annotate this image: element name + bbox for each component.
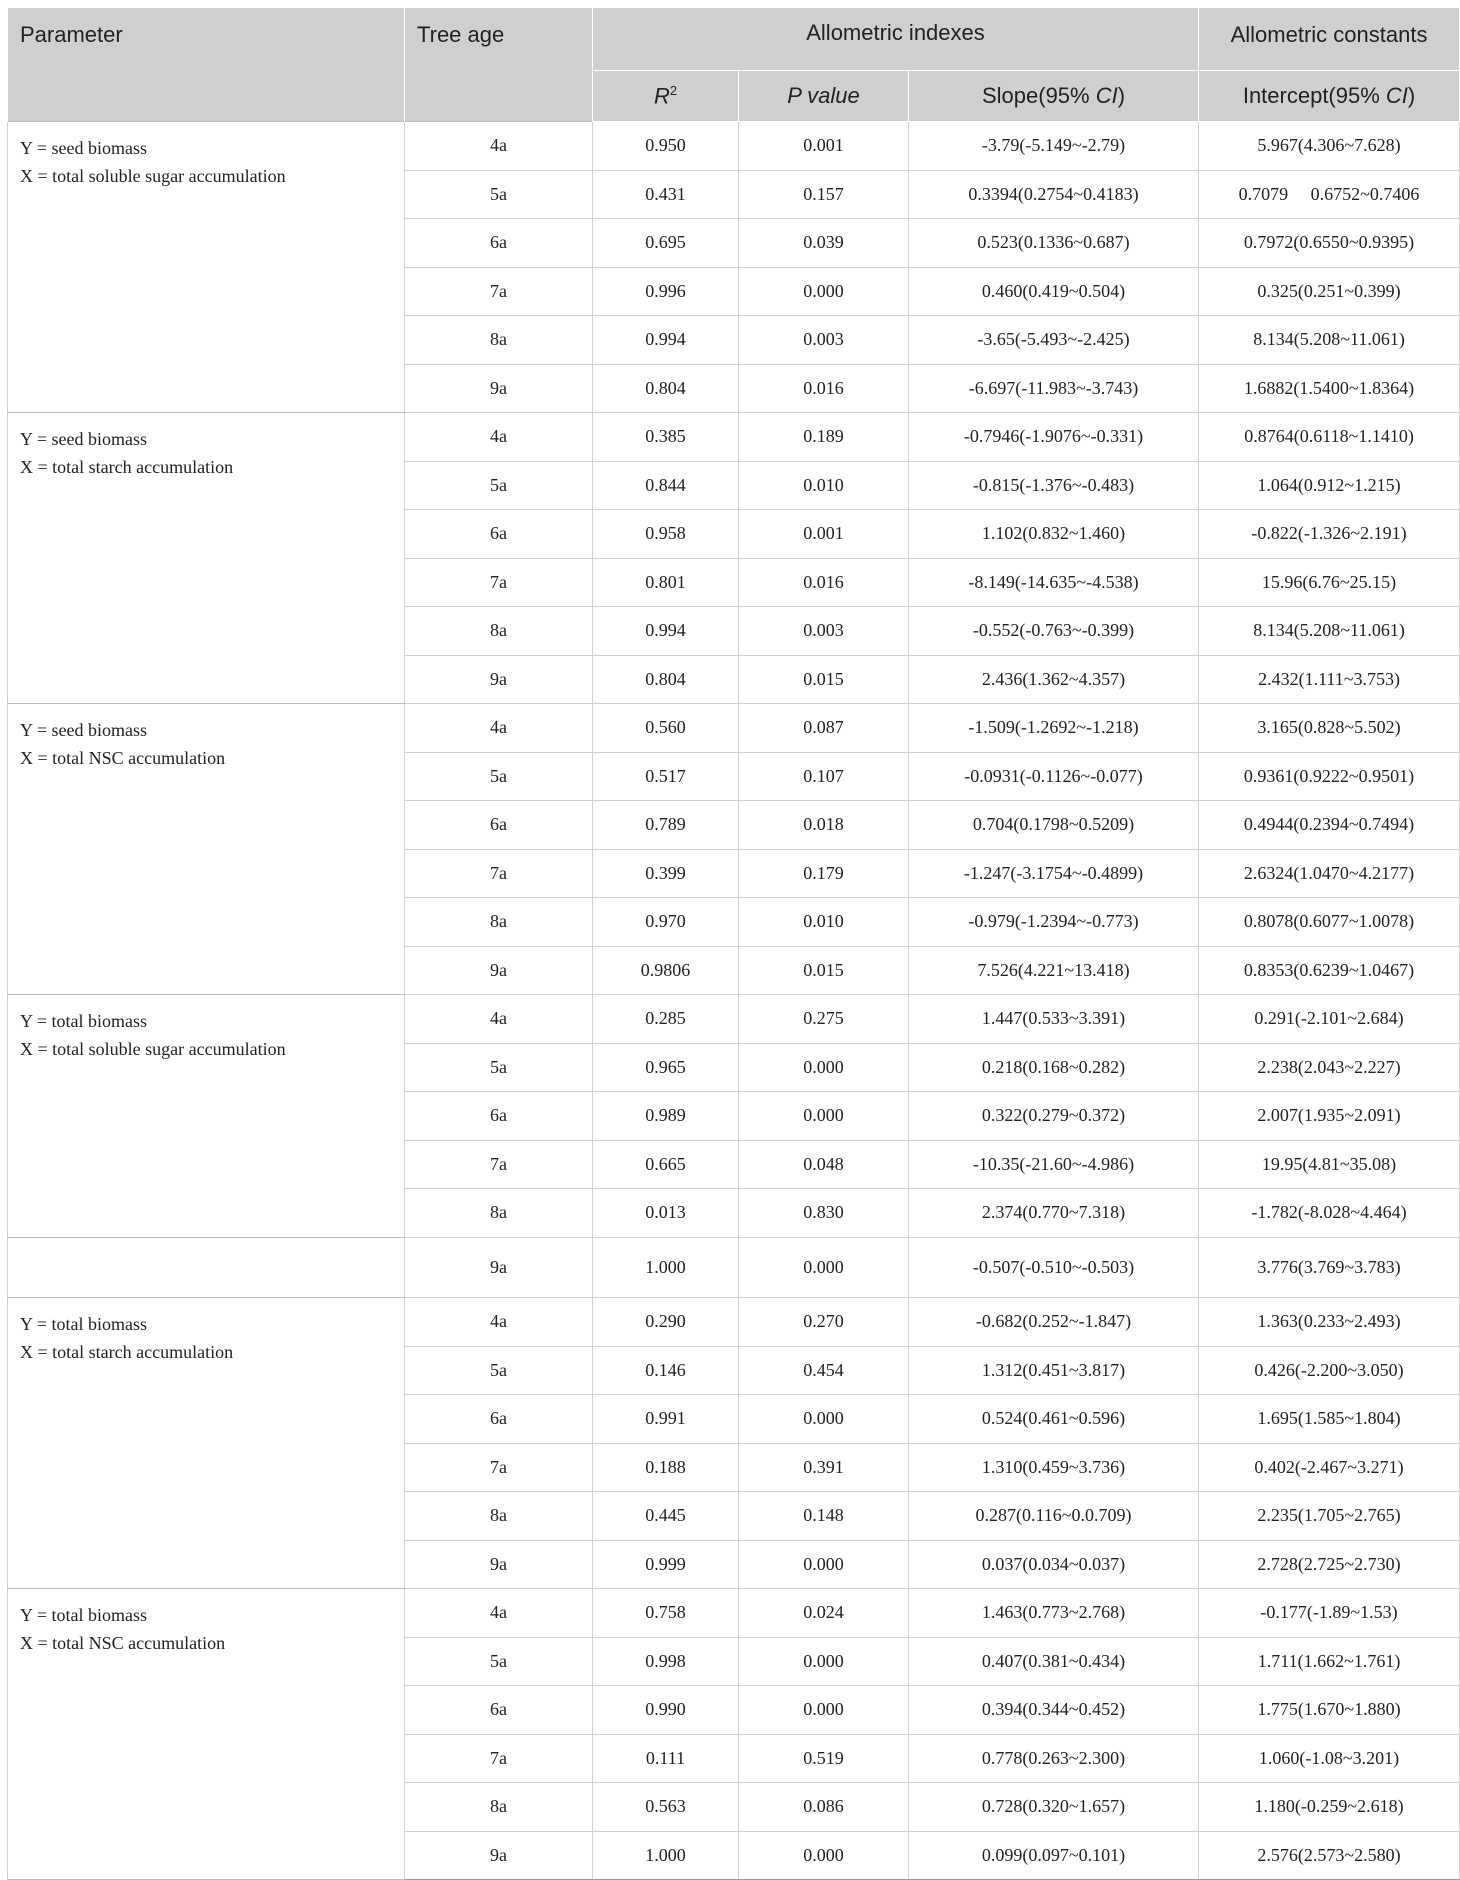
intercept-cell: 8.134(5.208~11.061) (1199, 316, 1460, 365)
parameter-cell (8, 995, 405, 1238)
p-value-cell: 0.016 (739, 364, 909, 413)
header-tree-age: Tree age (405, 8, 593, 122)
tree-age-cell: 5a (405, 752, 593, 801)
intercept-cell: 0.8764(0.6118~1.1410) (1199, 413, 1460, 462)
parameter-y: Y = seed biomass (20, 429, 147, 449)
intercept-cell: 1.6882(1.5400~1.8364) (1199, 364, 1460, 413)
table-row (8, 413, 1460, 462)
slope-cell: -0.0931(-0.1126~-0.077) (909, 752, 1199, 801)
parameter-x: X = total starch accumulation (20, 457, 234, 477)
r2-cell: 0.789 (593, 801, 739, 850)
r2-cell: 0.990 (593, 1686, 739, 1735)
slope-cell: -1.509(-1.2692~-1.218) (909, 704, 1199, 753)
slope-cell: 0.524(0.461~0.596) (909, 1395, 1199, 1444)
intercept-cell: 0.4944(0.2394~0.7494) (1199, 801, 1460, 850)
tree-age-cell: 4a (405, 1298, 593, 1347)
slope-cell: -10.35(-21.60~-4.986) (909, 1140, 1199, 1189)
slope-cell: 7.526(4.221~13.418) (909, 946, 1199, 995)
p-value-cell: 0.000 (739, 1395, 909, 1444)
tree-age-cell: 6a (405, 510, 593, 559)
p-value-cell: 0.024 (739, 1589, 909, 1638)
slope-cell: 1.463(0.773~2.768) (909, 1589, 1199, 1638)
intercept-cell: 1.363(0.233~2.493) (1199, 1298, 1460, 1347)
p-value-cell: 0.148 (739, 1492, 909, 1541)
intercept-cell: 8.134(5.208~11.061) (1199, 607, 1460, 656)
tree-age-cell: 9a (405, 1831, 593, 1880)
intercept-cell: 3.165(0.828~5.502) (1199, 704, 1460, 753)
tree-age-cell: 4a (405, 1589, 593, 1638)
p-value-cell: 0.087 (739, 704, 909, 753)
parameter-x: X = total soluble sugar accumulation (20, 1039, 286, 1059)
tree-age-cell: 7a (405, 267, 593, 316)
r2-cell: 0.996 (593, 267, 739, 316)
slope-cell: -1.247(-3.1754~-0.4899) (909, 849, 1199, 898)
intercept-cell: 2.007(1.935~2.091) (1199, 1092, 1460, 1141)
tree-age-cell: 4a (405, 413, 593, 462)
intercept-cell: 0.8078(0.6077~1.0078) (1199, 898, 1460, 947)
parameter-y: Y = total biomass (20, 1314, 147, 1334)
slope-cell: -0.682(0.252~-1.847) (909, 1298, 1199, 1347)
p-value-cell: 0.039 (739, 219, 909, 268)
p-value-cell: 0.018 (739, 801, 909, 850)
p-value-cell: 0.001 (739, 510, 909, 559)
r2-cell: 0.801 (593, 558, 739, 607)
tree-age-cell: 9a (405, 1237, 593, 1298)
slope-cell: 1.102(0.832~1.460) (909, 510, 1199, 559)
slope-cell: 0.099(0.097~0.101) (909, 1831, 1199, 1880)
tree-age-cell: 8a (405, 1189, 593, 1238)
intercept-cell: 2.576(2.573~2.580) (1199, 1831, 1460, 1880)
table-row (8, 122, 1460, 171)
tree-age-cell: 7a (405, 1734, 593, 1783)
tree-age-cell: 8a (405, 1492, 593, 1541)
slope-cell: -3.65(-5.493~-2.425) (909, 316, 1199, 365)
tree-age-cell: 6a (405, 801, 593, 850)
r2-cell: 0.665 (593, 1140, 739, 1189)
r2-cell: 0.146 (593, 1346, 739, 1395)
tree-age-cell: 5a (405, 1043, 593, 1092)
parameter-cell (8, 122, 405, 413)
tree-age-cell: 7a (405, 558, 593, 607)
intercept-cell: 0.8353(0.6239~1.0467) (1199, 946, 1460, 995)
tree-age-cell: 8a (405, 607, 593, 656)
r2-cell: 0.844 (593, 461, 739, 510)
r2-cell: 0.285 (593, 995, 739, 1044)
slope-cell: 0.037(0.034~0.037) (909, 1540, 1199, 1589)
slope-close: ) (1117, 83, 1126, 108)
r2-cell: 0.445 (593, 1492, 739, 1541)
tree-age-cell: 4a (405, 704, 593, 753)
p-value-cell: 0.010 (739, 898, 909, 947)
intercept-cell: 5.967(4.306~7.628) (1199, 122, 1460, 171)
r2-cell: 0.758 (593, 1589, 739, 1638)
r2-cell: 0.111 (593, 1734, 739, 1783)
parameter-cell (8, 413, 405, 704)
parameter-y: Y = total biomass (20, 1011, 147, 1031)
slope-cell: 0.704(0.1798~0.5209) (909, 801, 1199, 850)
tree-age-cell: 5a (405, 1637, 593, 1686)
intercept-cell: 15.96(6.76~25.15) (1199, 558, 1460, 607)
intercept-cell: 1.711(1.662~1.761) (1199, 1637, 1460, 1686)
allometric-table (7, 7, 1460, 1880)
intercept-cell: 2.235(1.705~2.765) (1199, 1492, 1460, 1541)
header-p-value (739, 71, 909, 122)
p-value-cell: 0.001 (739, 122, 909, 171)
tree-age-cell: 7a (405, 1140, 593, 1189)
parameter-cell (8, 1298, 405, 1589)
parameter-y: Y = seed biomass (20, 720, 147, 740)
parameter-cell (8, 704, 405, 995)
p-value-cell: 0.000 (739, 1092, 909, 1141)
slope-cell: 0.523(0.1336~0.687) (909, 219, 1199, 268)
intercept-cell: 3.776(3.769~3.783) (1199, 1237, 1460, 1298)
slope-cell: 0.287(0.116~0.0.709) (909, 1492, 1199, 1541)
p-value-cell: 0.157 (739, 170, 909, 219)
p-value-cell: 0.016 (739, 558, 909, 607)
r2-cell: 0.431 (593, 170, 739, 219)
r2-cell: 0.517 (593, 752, 739, 801)
table-row (8, 1237, 1460, 1298)
p-value-cell: 0.000 (739, 267, 909, 316)
slope-cell: -0.507(-0.510~-0.503) (909, 1237, 1199, 1298)
p-value-cell: 0.179 (739, 849, 909, 898)
r2-cell: 0.399 (593, 849, 739, 898)
r2-cell: 0.188 (593, 1443, 739, 1492)
r2-symbol: R (653, 83, 670, 109)
header-parameter: Parameter (8, 8, 405, 122)
tree-age-cell: 6a (405, 1395, 593, 1444)
slope-cell: 0.407(0.381~0.434) (909, 1637, 1199, 1686)
parameter-y: Y = total biomass (20, 1605, 147, 1625)
tree-age-cell: 8a (405, 898, 593, 947)
table-header (8, 8, 1460, 122)
tree-age-cell: 9a (405, 655, 593, 704)
table-row (8, 1589, 1460, 1638)
p-value-cell: 0.000 (739, 1540, 909, 1589)
intercept-cell: 1.064(0.912~1.215) (1199, 461, 1460, 510)
tree-age-cell: 6a (405, 1092, 593, 1141)
p-value-cell: 0.086 (739, 1783, 909, 1832)
slope-cell: 1.310(0.459~3.736) (909, 1443, 1199, 1492)
parameter-cell (8, 1237, 405, 1298)
tree-age-cell: 6a (405, 1686, 593, 1735)
parameter-x: X = total NSC accumulation (20, 748, 226, 768)
header-allometric-constants: Allometric constants (1199, 8, 1460, 71)
r2-cell: 0.989 (593, 1092, 739, 1141)
r2-cell: 0.695 (593, 219, 739, 268)
intercept-cell: 0.291(-2.101~2.684) (1199, 995, 1460, 1044)
intercept-cell: 0.325(0.251~0.399) (1199, 267, 1460, 316)
p-value-cell: 0.015 (739, 655, 909, 704)
slope-cell: 0.218(0.168~0.282) (909, 1043, 1199, 1092)
tree-age-cell: 7a (405, 849, 593, 898)
slope-cell: 1.312(0.451~3.817) (909, 1346, 1199, 1395)
p-value-cell: 0.454 (739, 1346, 909, 1395)
r2-cell: 0.385 (593, 413, 739, 462)
parameter-x: X = total starch accumulation (20, 1342, 234, 1362)
r2-cell: 1.000 (593, 1237, 739, 1298)
parameter-cell (8, 1589, 405, 1880)
intercept-cell: 0.9361(0.9222~0.9501) (1199, 752, 1460, 801)
slope-cell: -0.815(-1.376~-0.483) (909, 461, 1199, 510)
p-value-cell: 0.000 (739, 1637, 909, 1686)
p-value-cell: 0.003 (739, 316, 909, 365)
r2-cell: 0.998 (593, 1637, 739, 1686)
table-body (8, 122, 1460, 1880)
slope-cell: 0.3394(0.2754~0.4183) (909, 170, 1199, 219)
r2-cell: 0.994 (593, 316, 739, 365)
r2-cell: 0.991 (593, 1395, 739, 1444)
r2-cell: 0.970 (593, 898, 739, 947)
tree-age-cell: 8a (405, 316, 593, 365)
p-value-cell: 0.010 (739, 461, 909, 510)
r2-cell: 0.950 (593, 122, 739, 171)
p-value-cell: 0.830 (739, 1189, 909, 1238)
slope-label: Slope(95% (981, 83, 1096, 108)
tree-age-cell: 9a (405, 364, 593, 413)
header-slope (909, 71, 1199, 122)
tree-age-cell: 5a (405, 1346, 593, 1395)
intercept-cell: 0.402(-2.467~3.271) (1199, 1443, 1460, 1492)
intercept-cell: -0.822(-1.326~2.191) (1199, 510, 1460, 559)
intercept-cell: 2.6324(1.0470~4.2177) (1199, 849, 1460, 898)
intercept-cell: -0.177(-1.89~1.53) (1199, 1589, 1460, 1638)
p-value-cell: 0.015 (739, 946, 909, 995)
r2-cell: 0.804 (593, 364, 739, 413)
tree-age-cell: 5a (405, 461, 593, 510)
intercept-ci: CI (1385, 83, 1408, 108)
intercept-cell: 1.180(-0.259~2.618) (1199, 1783, 1460, 1832)
slope-cell: 2.436(1.362~4.357) (909, 655, 1199, 704)
p-value-cell: 0.391 (739, 1443, 909, 1492)
p-value-cell: 0.275 (739, 995, 909, 1044)
p-value-label: P value (787, 83, 860, 108)
slope-cell: 0.778(0.263~2.300) (909, 1734, 1199, 1783)
r2-cell: 1.000 (593, 1831, 739, 1880)
parameter-x: X = total NSC accumulation (20, 1633, 226, 1653)
p-value-cell: 0.189 (739, 413, 909, 462)
r2-cell: 0.994 (593, 607, 739, 656)
r2-cell: 0.563 (593, 1783, 739, 1832)
slope-cell: -0.552(-0.763~-0.399) (909, 607, 1199, 656)
intercept-cell: 1.695(1.585~1.804) (1199, 1395, 1460, 1444)
slope-cell: -0.7946(-1.9076~-0.331) (909, 413, 1199, 462)
tree-age-cell: 7a (405, 1443, 593, 1492)
p-value-cell: 0.000 (739, 1043, 909, 1092)
r2-cell: 0.965 (593, 1043, 739, 1092)
parameter-y: Y = seed biomass (20, 138, 147, 158)
intercept-cell: 2.238(2.043~2.227) (1199, 1043, 1460, 1092)
tree-age-cell: 9a (405, 946, 593, 995)
intercept-close: ) (1407, 83, 1416, 108)
tree-age-cell: 8a (405, 1783, 593, 1832)
slope-cell: 0.394(0.344~0.452) (909, 1686, 1199, 1735)
table-row (8, 704, 1460, 753)
intercept-cell: 2.432(1.111~3.753) (1199, 655, 1460, 704)
intercept-cell: 1.060(-1.08~3.201) (1199, 1734, 1460, 1783)
intercept-cell: -1.782(-8.028~4.464) (1199, 1189, 1460, 1238)
p-value-cell: 0.003 (739, 607, 909, 656)
tree-age-cell: 9a (405, 1540, 593, 1589)
slope-ci: CI (1095, 83, 1118, 108)
tree-age-cell: 5a (405, 170, 593, 219)
slope-cell: -8.149(-14.635~-4.538) (909, 558, 1199, 607)
p-value-cell: 0.000 (739, 1237, 909, 1298)
intercept-cell: 19.95(4.81~35.08) (1199, 1140, 1460, 1189)
allometric-table-container (7, 7, 1459, 1880)
slope-cell: 0.728(0.320~1.657) (909, 1783, 1199, 1832)
tree-age-cell: 6a (405, 219, 593, 268)
p-value-cell: 0.000 (739, 1686, 909, 1735)
slope-cell: 0.322(0.279~0.372) (909, 1092, 1199, 1141)
r2-cell: 0.958 (593, 510, 739, 559)
header-intercept (1199, 71, 1460, 122)
intercept-cell: 1.775(1.670~1.880) (1199, 1686, 1460, 1735)
r2-cell: 0.999 (593, 1540, 739, 1589)
intercept-cell: 0.7972(0.6550~0.9395) (1199, 219, 1460, 268)
p-value-cell: 0.107 (739, 752, 909, 801)
table-row (8, 1298, 1460, 1347)
slope-cell: -3.79(-5.149~-2.79) (909, 122, 1199, 171)
r2-cell: 0.804 (593, 655, 739, 704)
intercept-cell: 2.728(2.725~2.730) (1199, 1540, 1460, 1589)
slope-cell: 1.447(0.533~3.391) (909, 995, 1199, 1044)
slope-cell: 2.374(0.770~7.318) (909, 1189, 1199, 1238)
p-value-cell: 0.270 (739, 1298, 909, 1347)
r2-cell: 0.013 (593, 1189, 739, 1238)
intercept-label: Intercept(95% (1242, 83, 1386, 108)
r2-superscript: 2 (669, 82, 678, 98)
p-value-cell: 0.519 (739, 1734, 909, 1783)
intercept-cell: 0.7079 0.6752~0.7406 (1199, 170, 1460, 219)
table-row (8, 995, 1460, 1044)
parameter-x: X = total soluble sugar accumulation (20, 166, 286, 186)
header-allometric-indexes: Allometric indexes (593, 8, 1199, 71)
p-value-cell: 0.000 (739, 1831, 909, 1880)
tree-age-cell: 4a (405, 122, 593, 171)
p-value-cell: 0.048 (739, 1140, 909, 1189)
slope-cell: -0.979(-1.2394~-0.773) (909, 898, 1199, 947)
slope-cell: 0.460(0.419~0.504) (909, 267, 1199, 316)
header-r2 (593, 71, 739, 122)
r2-cell: 0.560 (593, 704, 739, 753)
r2-cell: 0.9806 (593, 946, 739, 995)
intercept-cell: 0.426(-2.200~3.050) (1199, 1346, 1460, 1395)
r2-cell: 0.290 (593, 1298, 739, 1347)
slope-cell: -6.697(-11.983~-3.743) (909, 364, 1199, 413)
tree-age-cell: 4a (405, 995, 593, 1044)
